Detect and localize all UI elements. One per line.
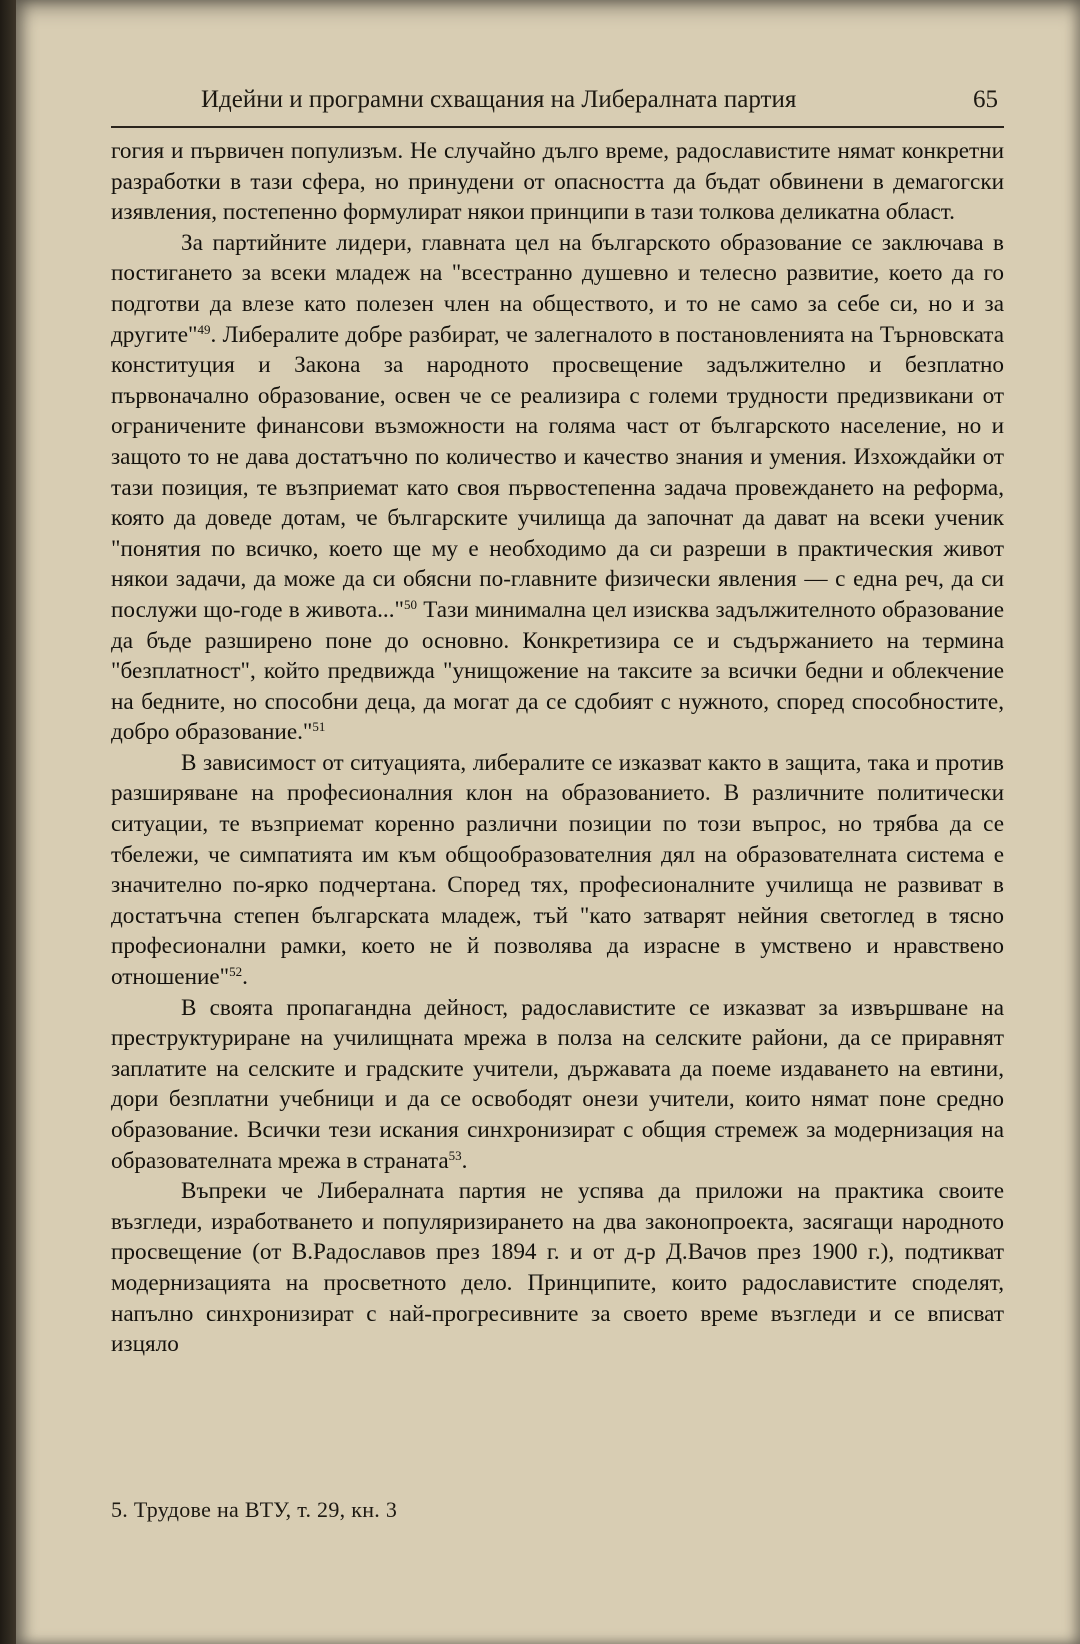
paragraph (111, 228, 1004, 748)
paragraph (111, 1176, 1004, 1360)
paragraph-text: . Либералите добре разбират, че залегналото в постановленията на Търновската конституция и Закона за народното просвещение задължително и безплатно първоначално образование, освен че се реализира с големи трудности предизвикани от ограничените финансови възможности на голяма част от българското население, но и защото то не дава достатъчно по количество и качество знания и умения. Изхождайки от тази позиция, те възприемат като своя първостепенна задача провеждането на реформа, която да доведе дотам, че българските училища да започнат да дават на всеки ученик "понятия по всичко, което ще му е необходимо да си разреши в практическия живот някои задачи, да може да си обясни по-главните физически явления — с една реч, да си послужи що-годе в живота..." (111, 321, 1004, 623)
page-header (111, 74, 1004, 128)
paragraph-text: . (242, 964, 248, 991)
book-page (16, 0, 1080, 1644)
paragraph-text: Въпреки че Либералната партия не успява да приложи на практика своите възгледи, изработването и популяризирането на два законопроекта, засягащи народното просвещение (от В.Радославов през 1894 г. и от д-р Д.Вачов през 1900 г.), подтикват модернизацията на просветното дело. Принципите, които радославистите споделят, напълно синхронизират с най-прогресивните за своето време възгледи и се вписват изцяло (111, 1178, 1004, 1358)
paragraph-text: Тази минимална цел изисква задължителното образование да бъде разширено поне до основно. Конкретизира се и съдържанието на термина "безплатност", който предвижда "унищожение на таксите за всички бедни и облекчение на бедните, но способни деца, да могат да се сдобият с нужното, според способностите, добро образование." (111, 596, 1004, 746)
paragraph-text: . (461, 1147, 468, 1174)
paragraph (111, 748, 1004, 993)
footnote-reference: 51 (312, 719, 326, 735)
paragraph (111, 136, 1004, 228)
body-text (111, 136, 1004, 1360)
footer-signature: 5. Трудове на ВТУ, т. 29, кн. 3 (111, 1497, 398, 1522)
footnote-reference: 49 (197, 321, 211, 337)
paragraph-text: В зависимост от ситуацията, либералите се изказват както в защита, така и против разширяване на професионалния клон на образованието. В различните политически ситуации, те възприемат коренно различни позиции по този въпрос, но трябва да се тбележи, че симпатията им към общообразователния дял на образователната система е значително по-ярко подчертана. Според тях, професионалните училища не развиват в достатъчна степен българската младеж, тъй "като затварят нейния светоглед в тясно професионални рамки, което не й позволява да израсне в умствено и нравствено отношение" (111, 749, 1004, 991)
footnote-reference: 52 (229, 964, 243, 980)
paragraph-text: За партийните лидери, главната цел на българското образование се заключава в постигането за всеки младеж на "всестранно душевно и телесно развитие, което да го подготви да влезе като полезен член на обществото, и то не само за себе си, но и за другите" (111, 229, 1004, 348)
paragraph-text: В своята пропагандна дейност, радославистите се изказват за извършване на преструктуриране на училищната мрежа в полза на селските райони, да се приравнят заплатите на селските и градските учители, държавата да поеме издаването на евтини, дори безплатни учебници и да се освободят онези учители, които нямат поне средно образование. Всички тези искания синхронизират с общия стремеж за модернизация на образователната мрежа в страната (111, 994, 1004, 1174)
running-title: Идейни и програмни схващания на Либералната партия (201, 86, 797, 113)
book-gutter-shadow (0, 0, 16, 1644)
footnote-reference: 53 (448, 1147, 462, 1163)
footnote-reference: 50 (403, 596, 417, 612)
paragraph-text: гогия и първичен популизъм. Не случайно дълго време, радославистите нямат конкретни разработки в тази сфера, но принудени от опасността да бъдат обвинени в демагогски изявления, постепенно формулират някои принципи в тази толкова деликатна област. (111, 138, 1004, 226)
paragraph (111, 993, 1004, 1177)
page-number: 65 (973, 86, 998, 113)
